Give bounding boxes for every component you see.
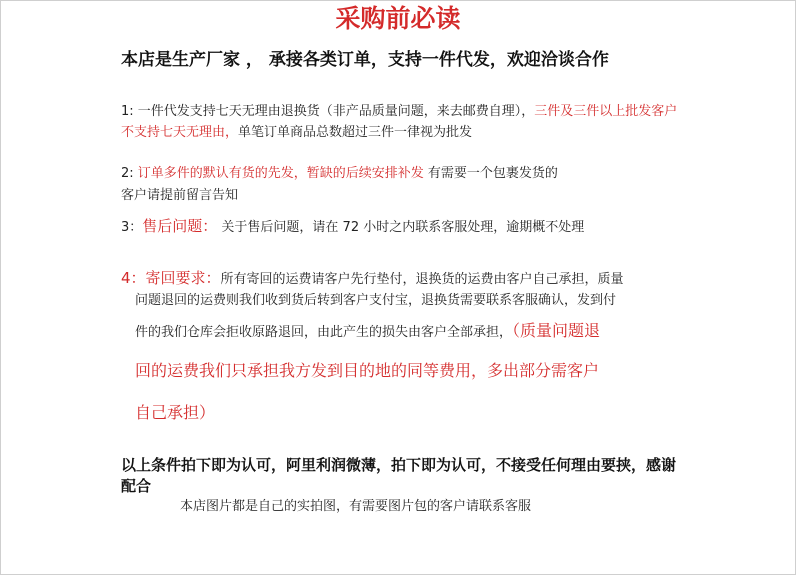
item-3-text: 关于售后问题，请在 72 小时之内联系客服处理，逾期概不处理: [217, 220, 585, 235]
item-2-number: 2:: [121, 166, 134, 181]
policy-item-1: [121, 101, 683, 143]
item-1-text: 一件代发支持七天无理由退换货（非产品质量问题，来去邮费自理），: [133, 104, 535, 119]
policy-item-2: [121, 163, 701, 207]
item-1-highlight: 三件及三件以上批发客户不支持七天无理由，: [121, 104, 678, 140]
item-4-line3-highlight: （质量问题退: [512, 321, 601, 340]
item-3-heading: 售后问题：: [142, 217, 218, 235]
item-4-line3-text: 件的我们仓库会拒收原路退回，由此产生的损失由客户全部承担，: [135, 325, 513, 340]
item-4-line5: 自己承担）: [135, 403, 216, 422]
item-2-line2: 客户请提前留言告知: [121, 188, 239, 203]
item-2-text: 有需要一个包裹发货的: [423, 166, 558, 181]
item-4-line1: 所有寄回的运费请客户先行垫付，退换货的运费由客户自己承担，质量: [220, 272, 624, 287]
policy-item-3: [121, 215, 701, 239]
item-1-tail: 单笔订单商品总数超过三件一律视为批发: [238, 125, 473, 140]
item-2-highlight: 订单多件的默认有货的先发，暂缺的后续安排补发: [133, 166, 424, 181]
item-4-line4: 回的运费我们只承担我方发到目的地的同等费用，多出部分需客户: [135, 361, 600, 380]
item-4-heading: 4：寄回要求：: [121, 269, 221, 287]
item-1-number: 1:: [121, 104, 134, 119]
item-4-line2: 问题退回的运费则我们收到货后转到客户支付宝，退换货需要联系客服确认，发到付: [135, 293, 617, 308]
policy-item-4: [121, 267, 681, 291]
item-3-number: 3：: [121, 220, 143, 235]
intro-statement: 本店是生产厂家 ， 承接各类订单，支持一件代发，欢迎洽谈合作: [121, 50, 609, 70]
footnote: 本店图片都是自己的实拍图，有需要图片包的客户请联系客服: [180, 499, 532, 514]
closing-statement: 以上条件拍下即为认可，阿里利润微薄，拍下即为认可，不接受任何理由要挟，感谢配合: [121, 456, 677, 495]
page-title: 采购前必读: [335, 4, 461, 33]
item-4-line3: [135, 320, 681, 344]
